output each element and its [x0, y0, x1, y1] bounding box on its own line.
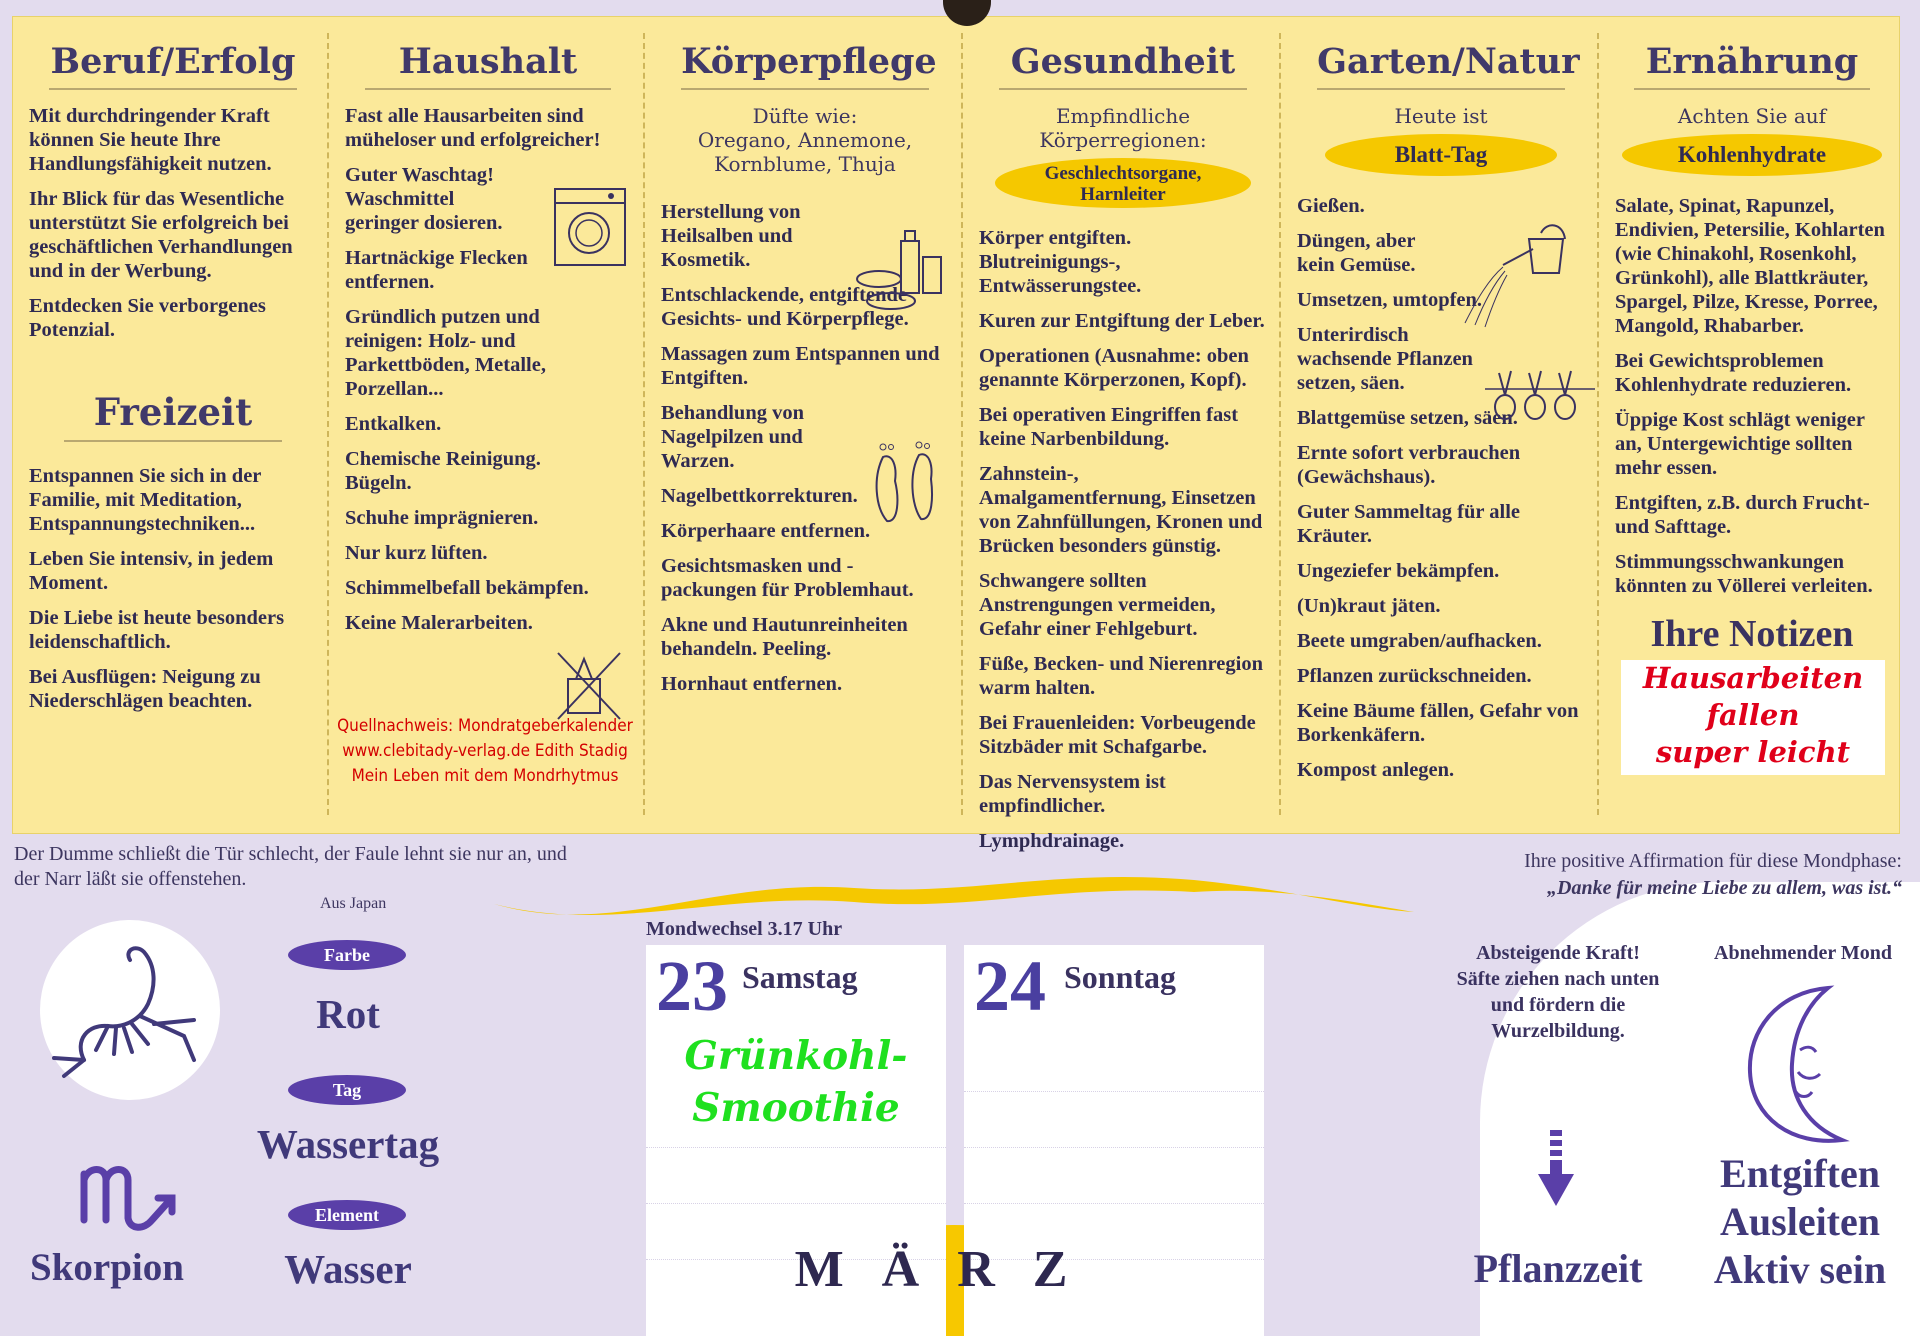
column-item: Umsetzen, umtopfen.	[1297, 289, 1483, 311]
calendar-top-panel	[12, 16, 1900, 852]
column-item: Zahnstein-, Amalgamentfernung, Einsetzen von Zahnfüllungen, Kronen und Brücken besonders günstig.	[979, 463, 1263, 557]
source-note	[335, 714, 635, 789]
column-item: Körperhaare entfernen.	[661, 520, 871, 542]
source-line: Mein Leben mit dem Mondrhytmus	[351, 766, 619, 786]
column-item: Schuhe imprägnieren.	[345, 507, 539, 529]
nutrient-pill: Kohlenhydrate	[1622, 134, 1882, 176]
column-item: Behandlung von Nagelpilzen und Warzen.	[661, 402, 804, 472]
column-item: Beete umgraben/aufhacken.	[1297, 630, 1542, 652]
notes-box[interactable]	[1621, 660, 1885, 775]
day-number: 23	[656, 946, 728, 1026]
day-name: Samstag	[742, 959, 858, 995]
column-item: Operationen (Ausnahme: oben genannte Körperzonen, Kopf).	[979, 345, 1249, 391]
column-item: Bei Ausflügen: Neigung zu Niederschlägen beachten.	[29, 666, 261, 712]
day-note	[646, 1030, 946, 1134]
column-item: Körper entgiften. Blutreinigungs-, Entwässerungstee.	[979, 227, 1142, 297]
column-item: Schwangere sollten Anstrengungen vermeiden, Gefahr einer Fehlgeburt.	[979, 570, 1216, 640]
column-item: Düngen, aber kein Gemüse.	[1297, 230, 1416, 276]
column-item: Hornhaut entfernen.	[661, 673, 843, 695]
column-intro: Heute ist	[1394, 104, 1488, 128]
kraft-text	[1428, 940, 1688, 1044]
column-item: Kuren zur Entgiftung der Leber.	[979, 310, 1265, 332]
column-item: Leben Sie intensiv, in jedem Moment.	[29, 548, 274, 594]
column-item: Ernte sofort verbrauchen (Gewächshaus).	[1297, 442, 1521, 488]
column-item: Bei Gewichtsproblemen Kohlenhydrate reduzieren.	[1615, 350, 1852, 396]
column-item: Üppige Kost schlägt weniger an, Untergewichtige sollten mehr essen.	[1615, 409, 1865, 479]
day-number: 24	[974, 946, 1046, 1026]
column-item: Salate, Spinat, Rapunzel, Endivien, Petersilie, Kohlarten (wie Chinakohl, Rosenkohl, Grünkohl), alle Blattkräuter, Spargel, Pilze, Kresse, Porree, Mangold, Rhabarber.	[1615, 195, 1885, 337]
column-intro: Empfindliche Körperregionen:	[1039, 104, 1207, 152]
column-intro	[661, 104, 949, 176]
watering-can-icon	[1459, 219, 1579, 329]
column-ernaehrung	[1599, 27, 1899, 819]
column-item: Gesichtsmasken und -packungen für Problemhaut.	[661, 555, 914, 601]
day-type-pill: Blatt-Tag	[1325, 134, 1557, 176]
column-item: Kompost anlegen.	[1297, 759, 1455, 781]
intro-line: Oregano, Annemone,	[697, 128, 913, 152]
action-line: Aktiv sein	[1713, 1247, 1887, 1292]
affirmation	[1382, 848, 1902, 902]
column-item: Bei Frauenleiden: Vorbeugende Sitzbäder mit Schafgarbe.	[979, 712, 1256, 758]
column-title: Beruf/Erfolg	[49, 41, 297, 90]
kraft-line: und fördern die	[1490, 994, 1626, 1016]
column-item: Entkalken.	[345, 413, 442, 435]
mondwechsel: Mondwechsel 3.17 Uhr	[646, 918, 843, 940]
column-item: Füße, Becken- und Nierenregion warm halten.	[979, 653, 1263, 699]
column-item: Mit durchdringender Kraft können Sie heute Ihre Handlungsfähigkeit nutzen.	[29, 105, 272, 175]
action-line: Entgiften	[1720, 1151, 1880, 1196]
intro-line: Düfte wie:	[752, 104, 858, 128]
tag-badge: Tag	[288, 1075, 406, 1105]
column-item: Hartnäckige Flecken entfernen.	[345, 247, 528, 293]
writing-line	[646, 1203, 946, 1204]
farbe-badge: Farbe	[288, 940, 406, 970]
cosmetics-icon	[851, 227, 951, 311]
no-painting-icon	[554, 649, 624, 723]
column-item: Guter Waschtag! Waschmittel geringer dosieren.	[345, 164, 503, 234]
wave-icon	[494, 868, 1414, 928]
column-item: Entschlackende, entgiftende Gesichts- und Körperpflege.	[661, 284, 909, 330]
column-title: Gesundheit	[999, 41, 1247, 90]
column-item: Stimmungsschwankungen könnten zu Völlerei verleiten.	[1615, 551, 1873, 597]
element-badge: Element	[288, 1200, 406, 1230]
quote-source: Aus Japan	[320, 895, 387, 912]
column-title: Haushalt	[365, 41, 611, 90]
column-item: (Un)kraut jäten.	[1297, 595, 1441, 617]
column-item: Bei operativen Eingriffen fast keine Narbenbildung.	[979, 404, 1239, 450]
column-title: Ernährung	[1634, 41, 1870, 90]
column-item: Ungeziefer bekämpfen.	[1297, 560, 1500, 582]
source-line: www.clebitady-verlag.de Edith Stadig	[342, 741, 628, 761]
column-item: Schimmelbefall bekämpfen.	[345, 577, 589, 599]
column-item: Nur kurz lüften.	[345, 542, 488, 564]
column-item: Gründlich putzen und reinigen: Holz- und Parkettböden, Metalle, Porzellan...	[345, 306, 546, 400]
affirmation-text: „Danke für meine Liebe zu allem, was ist.“	[1547, 877, 1902, 899]
note-line: Hausarbeiten	[1642, 661, 1864, 695]
column-garten-natur	[1281, 27, 1595, 819]
column-beruf-erfolg	[13, 27, 327, 819]
column-item: Gießen.	[1297, 195, 1365, 217]
farbe-value: Rot	[316, 991, 380, 1037]
body-region-pill	[995, 158, 1251, 208]
washing-machine-icon	[551, 179, 631, 269]
moon-actions	[1690, 1150, 1910, 1294]
feet-icon	[869, 437, 939, 527]
column-item: Fast alle Hausarbeiten sind müheloser und erfolgreicher!	[345, 105, 601, 151]
writing-line	[646, 1147, 946, 1148]
column-item: Nagelbettkorrekturen.	[661, 485, 858, 507]
column-item: Keine Bäume fällen, Gefahr von Borkenkäfern.	[1297, 700, 1579, 746]
intro-line: Kornblume, Thuja	[714, 152, 896, 176]
pflanzzeit-label: Pflanzzeit	[1473, 1246, 1643, 1291]
note-line: Grünkohl-	[684, 1033, 908, 1079]
column-item: Massagen zum Entspannen und Entgiften.	[661, 343, 940, 389]
pill-line: Geschlechtsorgane,	[1044, 163, 1202, 184]
column-gesundheit	[963, 27, 1277, 852]
column-item: Guter Sammeltag für alle Kräuter.	[1297, 501, 1520, 547]
affirmation-label: Ihre positive Affirmation für diese Mondphase:	[1524, 850, 1902, 872]
note-line: super leicht	[1655, 735, 1851, 769]
column-item: Entspannen Sie sich in der Familie, mit Meditation, Entspannungstechniken...	[29, 465, 262, 535]
action-line: Ausleiten	[1720, 1199, 1880, 1244]
column-item: Entdecken Sie verborgenes Potenzial.	[29, 295, 266, 341]
column-item: Die Liebe ist heute besonders leidenschaftlich.	[29, 607, 285, 653]
column-item: Blattgemüse setzen, säen.	[1297, 407, 1518, 429]
kraft-line: Absteigende Kraft!	[1476, 942, 1640, 964]
month-label: MÄRZ	[794, 1241, 1106, 1298]
column-subtitle-freizeit: Freizeit	[64, 390, 283, 442]
column-item: Das Nervensystem ist empfindlicher.	[979, 771, 1166, 817]
note-line: Smoothie	[692, 1085, 900, 1131]
scorpion-icon	[44, 940, 214, 1090]
column-item: Ihr Blick für das Wesentliche unterstützt Sie erfolgreich bei geschäftlichen Verhandlungen und in der Werbung.	[29, 188, 293, 282]
scorpio-symbol-icon	[78, 1160, 188, 1232]
column-haushalt	[329, 27, 641, 819]
pill-line: Harnleiter	[1080, 184, 1166, 205]
notes-title: Ihre Notizen	[1650, 613, 1854, 655]
column-intro: Achten Sie auf	[1677, 104, 1827, 128]
note-line: fallen	[1706, 698, 1800, 732]
kraft-line: Wurzelbildung.	[1491, 1020, 1625, 1042]
column-title: Körperpflege	[681, 41, 929, 90]
column-item: Chemische Reinigung. Bügeln.	[345, 448, 541, 494]
column-title: Garten/Natur	[1317, 41, 1565, 90]
writing-line	[964, 1203, 1264, 1204]
quote-text: Der Dumme schließt die Tür schlecht, der Faule lehnt sie nur an, und der Narr läßt sie offenstehen.	[14, 843, 567, 890]
column-item: Akne und Hautunreinheiten behandeln. Peeling.	[661, 614, 908, 660]
element-value: Wasser	[284, 1246, 412, 1292]
column-item: Pflanzen zurückschneiden.	[1297, 665, 1532, 687]
column-koerperpflege	[645, 27, 959, 819]
onion-plants-icon	[1485, 367, 1595, 429]
kraft-line: Säfte ziehen nach unten	[1456, 968, 1660, 990]
writing-line	[964, 1147, 1264, 1148]
zodiac-name: Skorpion	[30, 1246, 184, 1289]
column-item: Keine Malerarbeiten.	[345, 612, 533, 634]
moon-phase: Abnehmender Mond	[1714, 942, 1892, 964]
crescent-moon-icon	[1738, 980, 1868, 1150]
day-name: Sonntag	[1064, 959, 1177, 995]
source-line: Quellnachweis: Mondratgeberkalender	[337, 716, 633, 736]
tag-value: Wassertag	[256, 1121, 440, 1167]
down-arrow-icon	[1538, 1130, 1574, 1206]
writing-line	[964, 1091, 1264, 1092]
column-item: Herstellung von Heilsalben und Kosmetik.	[661, 201, 801, 271]
column-item: Entgiften, z.B. durch Frucht- und Safttage.	[1615, 492, 1870, 538]
column-item: Unterirdisch wachsende Pflanzen setzen, säen.	[1297, 324, 1473, 394]
column-item: Lymphdrainage.	[979, 830, 1125, 852]
